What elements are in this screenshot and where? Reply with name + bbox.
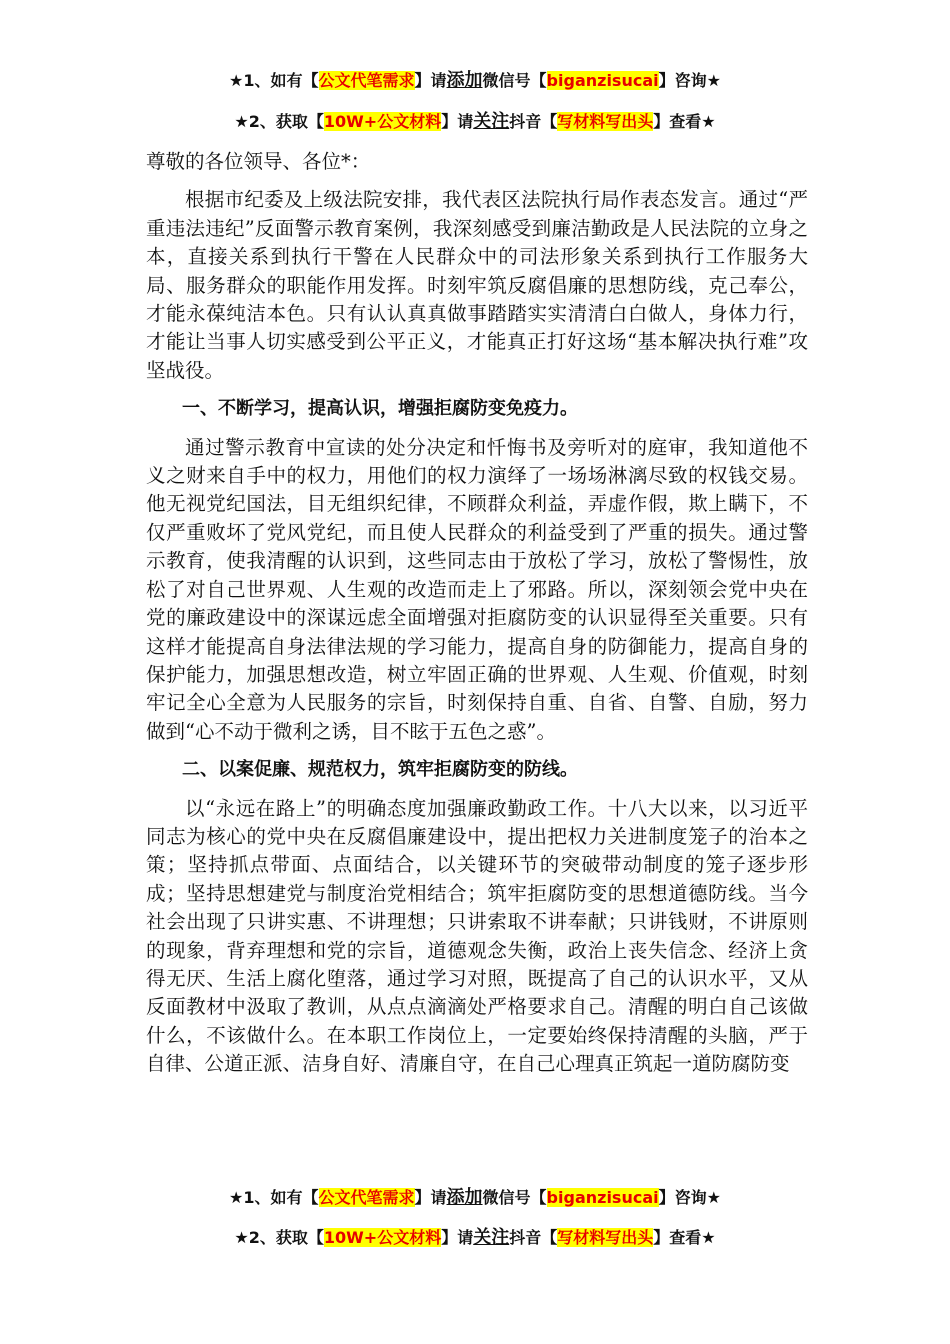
top-banner-line-1 bbox=[0, 70, 950, 92]
banner-text: 】咨询★ bbox=[658, 71, 721, 90]
highlight-text: 公文代笔需求 bbox=[318, 1188, 415, 1207]
banner-text: ★2、获取【 bbox=[234, 112, 324, 131]
underlined-text: 关注 bbox=[473, 1227, 510, 1248]
top-banner-line-2 bbox=[0, 111, 950, 133]
banner-text: 】请 bbox=[441, 1228, 474, 1247]
paragraph: 以“永远在路上”的明确态度加强廉政勤政工作。十八大以来，以习近平同志为核心的党中央在反腐倡廉建设中，提出把权力关进制度笼子的治本之策；坚持抓点带面、点面结合，以关键环节的突破带动制度的笼子逐步形成；坚持思想建党与制度治党相结合；筑牢拒腐防变的思想道德防线。当今社会出现了只讲实惠、不讲理想；只讲索取不讲奉献；只讲钱财，不讲原则的现象，背弃理想和党的宗旨，道德观念失衡，政治上丧失信念、经济上贪得无厌、生活上腐化堕落，通过学习对照，既提高了自己的认识水平，又从反面教材中汲取了教训，从点点滴滴处严格要求自己。清醒的明白自己该做什么，不该做什么。在本职工作岗位上，一定要始终保持清醒的头脑，严于自律、公道正派、洁身自好、清廉自守，在自己心理真正筑起一道防腐防变 bbox=[146, 796, 808, 1076]
banner-text: 】查看★ bbox=[653, 112, 716, 131]
document-body bbox=[146, 148, 808, 1079]
banner-text: 】查看★ bbox=[653, 1228, 716, 1247]
salutation: 尊敬的各位领导、各位*： bbox=[146, 150, 371, 173]
banner-text: ★1、如有【 bbox=[229, 1188, 319, 1207]
douyin-id-highlight: 写材料写出头 bbox=[557, 112, 654, 131]
wechat-id-highlight: biganzisucai bbox=[546, 71, 659, 90]
banner-text: 抖音【 bbox=[509, 1228, 558, 1247]
banner-text: 抖音【 bbox=[509, 112, 558, 131]
highlight-text: 10W+公文材料 bbox=[323, 1228, 442, 1247]
banner-text: 】请 bbox=[414, 71, 447, 90]
highlight-text: 公文代笔需求 bbox=[318, 71, 415, 90]
underlined-text: 添加 bbox=[446, 70, 483, 91]
bottom-banner-line-2 bbox=[0, 1227, 950, 1249]
paragraph: 根据市纪委及上级法院安排，我代表区法院执行局作表态发言。通过“严重违法违纪”反面警示教育案例，我深刻感受到廉洁勤政是人民法院的立身之本，直接关系到执行干警在人民群众中的司法形象关系到执行工作服务大局、服务群众的职能作用发挥。时刻牢筑反腐倡廉的思想防线，克己奉公，才能永葆纯洁本色。只有认认真真做事踏踏实实清清白白做人，身体力行，才能让当事人切实感受到公平正义，才能真正打好这场“基本解决执行难”攻坚战役。 bbox=[146, 188, 808, 382]
banner-text: 】咨询★ bbox=[658, 1188, 721, 1207]
underlined-text: 添加 bbox=[446, 1187, 483, 1208]
banner-text: ★2、获取【 bbox=[234, 1228, 324, 1247]
douyin-id-highlight: 写材料写出头 bbox=[557, 1228, 654, 1247]
section-heading: 二、以案促廉、规范权力，筑牢拒腐防变的防线。 bbox=[182, 759, 578, 781]
banner-text: 微信号【 bbox=[482, 71, 547, 90]
banner-text: 】请 bbox=[414, 1188, 447, 1207]
section-heading: 一、不断学习，提高认识，增强拒腐防变免疫力。 bbox=[182, 398, 578, 420]
banner-text: 】请 bbox=[441, 112, 474, 131]
wechat-id-highlight: biganzisucai bbox=[546, 1188, 659, 1207]
bottom-banner-line-1 bbox=[0, 1187, 950, 1209]
underlined-text: 关注 bbox=[473, 111, 510, 132]
highlight-text: 10W+公文材料 bbox=[323, 112, 442, 131]
banner-text: ★1、如有【 bbox=[229, 71, 319, 90]
banner-text: 微信号【 bbox=[482, 1188, 547, 1207]
paragraph: 通过警示教育中宣读的处分决定和忏悔书及旁听对的庭审，我知道他不义之财来自手中的权力，用他们的权力演绎了一场场淋漓尽致的权钱交易。他无视党纪国法，目无组织纪律，不顾群众利益，弄虚作假，欺上瞒下，不仅严重败坏了党风党纪，而且使人民群众的利益受到了严重的损失。通过警示教育，使我清醒的认识到，这些同志由于放松了学习，放松了警惕性，放松了对自己世界观、人生观的改造而走上了邪路。所以，深刻领会党中央在党的廉政建设中的深谋远虑全面增强对拒腐防变的认识显得至关重要。只有这样才能提高自身法律法规的学习能力，提高自身的防御能力，提高自身的保护能力，加强思想改造，树立牢固正确的世界观、人生观、价值观，时刻牢记全心全意为人民服务的宗旨，时刻保持自重、自省、自警、自励，努力做到“心不动于微利之诱，目不眩于五色之惑”。 bbox=[146, 435, 808, 743]
